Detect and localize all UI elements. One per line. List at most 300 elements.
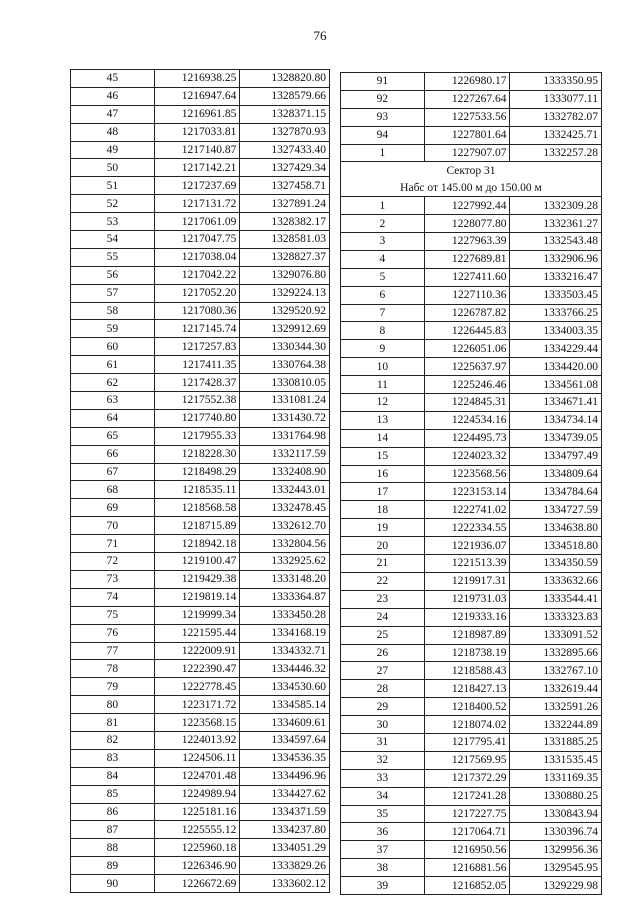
table-row	[341, 411, 602, 429]
y-coordinate-cell: 1333544.41	[510, 590, 602, 608]
y-coordinate-cell: 1334585.14	[240, 696, 330, 714]
table-row	[71, 517, 330, 535]
point-number-cell: 46	[71, 87, 155, 105]
point-number-cell: 66	[71, 445, 155, 463]
x-coordinate-cell: 1224013.92	[154, 731, 240, 749]
point-number-cell: 93	[341, 108, 425, 126]
table-row	[341, 823, 602, 841]
x-coordinate-cell: 1217140.87	[154, 141, 240, 159]
x-coordinate-cell: 1226051.06	[424, 340, 510, 358]
table-row	[341, 859, 602, 877]
y-coordinate-cell: 1327870.93	[240, 123, 330, 141]
point-number-cell: 26	[341, 644, 425, 662]
point-number-cell: 84	[71, 767, 155, 785]
y-coordinate-cell: 1332117.59	[240, 445, 330, 463]
table-row	[71, 284, 330, 302]
y-coordinate-cell: 1334051.29	[240, 839, 330, 857]
table-row	[341, 268, 602, 286]
y-coordinate-cell: 1328581.03	[240, 231, 330, 249]
y-coordinate-cell: 1332257.28	[510, 144, 602, 162]
y-coordinate-cell: 1330396.74	[510, 823, 602, 841]
table-row	[71, 213, 330, 231]
x-coordinate-cell: 1219819.14	[154, 588, 240, 606]
x-coordinate-cell: 1227411.60	[424, 268, 510, 286]
coordinates-table-left	[70, 69, 330, 893]
table-row	[71, 463, 330, 481]
table-row	[71, 875, 330, 893]
table-row	[341, 877, 602, 895]
x-coordinate-cell: 1216961.85	[154, 105, 240, 123]
point-number-cell: 77	[71, 642, 155, 660]
table-row	[71, 266, 330, 284]
point-number-cell: 28	[341, 680, 425, 698]
y-coordinate-cell: 1332782.07	[510, 108, 602, 126]
point-number-cell: 34	[341, 787, 425, 805]
x-coordinate-cell: 1217131.72	[154, 195, 240, 213]
sector-subtitle-row	[341, 179, 602, 196]
x-coordinate-cell: 1217955.33	[154, 427, 240, 445]
y-coordinate-cell: 1327429.34	[240, 159, 330, 177]
x-coordinate-cell: 1227963.39	[424, 233, 510, 251]
x-coordinate-cell: 1227992.44	[424, 197, 510, 215]
table-row	[71, 445, 330, 463]
x-coordinate-cell: 1225181.16	[154, 803, 240, 821]
y-coordinate-cell: 1331430.72	[240, 409, 330, 427]
point-number-cell: 92	[341, 90, 425, 108]
x-coordinate-cell: 1226980.17	[424, 73, 510, 91]
point-number-cell: 1	[341, 144, 425, 162]
point-number-cell: 23	[341, 590, 425, 608]
y-coordinate-cell: 1334536.35	[240, 749, 330, 767]
point-number-cell: 57	[71, 284, 155, 302]
x-coordinate-cell: 1224023.32	[424, 447, 510, 465]
point-number-cell: 8	[341, 322, 425, 340]
x-coordinate-cell: 1216947.64	[154, 87, 240, 105]
point-number-cell: 61	[71, 356, 155, 374]
table-row	[341, 680, 602, 698]
y-coordinate-cell: 1334609.61	[240, 714, 330, 732]
y-coordinate-cell: 1328579.66	[240, 87, 330, 105]
table-row	[71, 857, 330, 875]
table-row	[71, 409, 330, 427]
y-coordinate-cell: 1334809.64	[510, 465, 602, 483]
x-coordinate-cell: 1217257.83	[154, 338, 240, 356]
table-row	[341, 215, 602, 233]
point-number-cell: 81	[71, 714, 155, 732]
table-row	[341, 698, 602, 716]
y-coordinate-cell: 1334229.44	[510, 340, 602, 358]
x-coordinate-cell: 1218987.89	[424, 626, 510, 644]
table-row	[341, 304, 602, 322]
x-coordinate-cell: 1218498.29	[154, 463, 240, 481]
table-row	[341, 394, 602, 412]
point-number-cell: 30	[341, 716, 425, 734]
table-row	[341, 519, 602, 537]
x-coordinate-cell: 1217795.41	[424, 733, 510, 751]
table-row	[71, 392, 330, 410]
point-number-cell: 55	[71, 248, 155, 266]
table-row	[71, 105, 330, 123]
point-number-cell: 79	[71, 678, 155, 696]
table-row	[71, 302, 330, 320]
table-row	[71, 320, 330, 338]
table-row	[341, 197, 602, 215]
x-coordinate-cell: 1225637.97	[424, 358, 510, 376]
y-coordinate-cell: 1332361.27	[510, 215, 602, 233]
y-coordinate-cell: 1331885.25	[510, 733, 602, 751]
point-number-cell: 24	[341, 608, 425, 626]
y-coordinate-cell: 1332906.96	[510, 250, 602, 268]
table-row	[341, 662, 602, 680]
table-row	[71, 177, 330, 195]
table-row	[71, 195, 330, 213]
point-number-cell: 16	[341, 465, 425, 483]
point-number-cell: 31	[341, 733, 425, 751]
y-coordinate-cell: 1334638.80	[510, 519, 602, 537]
coordinates-table-right	[340, 72, 602, 895]
table-row	[341, 90, 602, 108]
point-number-cell: 53	[71, 213, 155, 231]
y-coordinate-cell: 1331081.24	[240, 392, 330, 410]
point-number-cell: 69	[71, 499, 155, 517]
y-coordinate-cell: 1329545.95	[510, 859, 602, 877]
x-coordinate-cell: 1222778.45	[154, 678, 240, 696]
page-number: 76	[313, 28, 327, 43]
x-coordinate-cell: 1217061.09	[154, 213, 240, 231]
x-coordinate-cell: 1217038.04	[154, 248, 240, 266]
y-coordinate-cell: 1332591.26	[510, 698, 602, 716]
x-coordinate-cell: 1217411.35	[154, 356, 240, 374]
point-number-cell: 2	[341, 215, 425, 233]
point-number-cell: 25	[341, 626, 425, 644]
x-coordinate-cell: 1216938.25	[154, 70, 240, 88]
point-number-cell: 65	[71, 427, 155, 445]
x-coordinate-cell: 1227907.07	[424, 144, 510, 162]
y-coordinate-cell: 1328820.80	[240, 70, 330, 88]
y-coordinate-cell: 1332612.70	[240, 517, 330, 535]
point-number-cell: 72	[71, 553, 155, 571]
table-row	[71, 141, 330, 159]
y-coordinate-cell: 1329224.13	[240, 284, 330, 302]
point-number-cell: 38	[341, 859, 425, 877]
x-coordinate-cell: 1218074.02	[424, 716, 510, 734]
x-coordinate-cell: 1225960.18	[154, 839, 240, 857]
point-number-cell: 39	[341, 877, 425, 895]
point-number-cell: 22	[341, 572, 425, 590]
y-coordinate-cell: 1331535.45	[510, 751, 602, 769]
y-coordinate-cell: 1332767.10	[510, 662, 602, 680]
table-row	[71, 606, 330, 624]
table-row	[71, 70, 330, 88]
point-number-cell: 56	[71, 266, 155, 284]
x-coordinate-cell: 1224845.31	[424, 394, 510, 412]
point-number-cell: 50	[71, 159, 155, 177]
x-coordinate-cell: 1221936.07	[424, 537, 510, 555]
table-row	[71, 803, 330, 821]
x-coordinate-cell: 1218427.13	[424, 680, 510, 698]
table-row	[71, 374, 330, 392]
y-coordinate-cell: 1333632.66	[510, 572, 602, 590]
y-coordinate-cell: 1330344.30	[240, 338, 330, 356]
point-number-cell: 20	[341, 537, 425, 555]
y-coordinate-cell: 1333091.52	[510, 626, 602, 644]
table-row	[341, 608, 602, 626]
x-coordinate-cell: 1227267.64	[424, 90, 510, 108]
y-coordinate-cell: 1332543.48	[510, 233, 602, 251]
x-coordinate-cell: 1217237.69	[154, 177, 240, 195]
y-coordinate-cell: 1332425.71	[510, 126, 602, 144]
point-number-cell: 9	[341, 340, 425, 358]
x-coordinate-cell: 1216950.56	[424, 841, 510, 859]
table-row	[341, 751, 602, 769]
point-number-cell: 63	[71, 392, 155, 410]
table-row	[71, 87, 330, 105]
table-row	[71, 821, 330, 839]
x-coordinate-cell: 1218535.11	[154, 481, 240, 499]
x-coordinate-cell: 1218942.18	[154, 535, 240, 553]
x-coordinate-cell: 1226445.83	[424, 322, 510, 340]
point-number-cell: 35	[341, 805, 425, 823]
table-row	[341, 108, 602, 126]
table-row	[71, 535, 330, 553]
y-coordinate-cell: 1334427.62	[240, 785, 330, 803]
x-coordinate-cell: 1217552.38	[154, 392, 240, 410]
x-coordinate-cell: 1219333.16	[424, 608, 510, 626]
table-row	[71, 749, 330, 767]
y-coordinate-cell: 1334797.49	[510, 447, 602, 465]
x-coordinate-cell: 1218568.58	[154, 499, 240, 517]
table-row	[341, 73, 602, 91]
x-coordinate-cell: 1217569.95	[424, 751, 510, 769]
x-coordinate-cell: 1227533.56	[424, 108, 510, 126]
y-coordinate-cell: 1334332.71	[240, 642, 330, 660]
table-row	[71, 570, 330, 588]
y-coordinate-cell: 1333077.11	[510, 90, 602, 108]
x-coordinate-cell: 1226672.69	[154, 875, 240, 893]
x-coordinate-cell: 1219917.31	[424, 572, 510, 590]
point-number-cell: 1	[341, 197, 425, 215]
point-number-cell: 3	[341, 233, 425, 251]
point-number-cell: 17	[341, 483, 425, 501]
y-coordinate-cell: 1331169.35	[510, 769, 602, 787]
y-coordinate-cell: 1334734.14	[510, 411, 602, 429]
table-row	[71, 588, 330, 606]
point-number-cell: 15	[341, 447, 425, 465]
y-coordinate-cell: 1330810.05	[240, 374, 330, 392]
point-number-cell: 19	[341, 519, 425, 537]
x-coordinate-cell: 1223171.72	[154, 696, 240, 714]
x-coordinate-cell: 1224495.73	[424, 429, 510, 447]
y-coordinate-cell: 1334739.05	[510, 429, 602, 447]
x-coordinate-cell: 1225246.46	[424, 376, 510, 394]
x-coordinate-cell: 1221595.44	[154, 624, 240, 642]
point-number-cell: 68	[71, 481, 155, 499]
point-number-cell: 27	[341, 662, 425, 680]
point-number-cell: 54	[71, 231, 155, 249]
x-coordinate-cell: 1217227.75	[424, 805, 510, 823]
y-coordinate-cell: 1334237.80	[240, 821, 330, 839]
table-row	[341, 501, 602, 519]
y-coordinate-cell: 1334350.59	[510, 555, 602, 573]
y-coordinate-cell: 1334671.41	[510, 394, 602, 412]
point-number-cell: 83	[71, 749, 155, 767]
point-number-cell: 11	[341, 376, 425, 394]
point-number-cell: 7	[341, 304, 425, 322]
y-coordinate-cell: 1330880.25	[510, 787, 602, 805]
y-coordinate-cell: 1333350.95	[510, 73, 602, 91]
table-row	[71, 499, 330, 517]
point-number-cell: 89	[71, 857, 155, 875]
table-row	[71, 624, 330, 642]
y-coordinate-cell: 1334168.19	[240, 624, 330, 642]
y-coordinate-cell: 1334727.59	[510, 501, 602, 519]
point-number-cell: 45	[71, 70, 155, 88]
point-number-cell: 86	[71, 803, 155, 821]
table-row	[71, 356, 330, 374]
y-coordinate-cell: 1327458.71	[240, 177, 330, 195]
y-coordinate-cell: 1329520.92	[240, 302, 330, 320]
x-coordinate-cell: 1216852.05	[424, 877, 510, 895]
y-coordinate-cell: 1333148.20	[240, 570, 330, 588]
x-coordinate-cell: 1218400.52	[424, 698, 510, 716]
y-coordinate-cell: 1332443.01	[240, 481, 330, 499]
y-coordinate-cell: 1330764.38	[240, 356, 330, 374]
y-coordinate-cell: 1332478.45	[240, 499, 330, 517]
x-coordinate-cell: 1218738.19	[424, 644, 510, 662]
table-row	[341, 483, 602, 501]
y-coordinate-cell: 1329229.98	[510, 877, 602, 895]
table-row	[341, 590, 602, 608]
table-row	[341, 769, 602, 787]
point-number-cell: 32	[341, 751, 425, 769]
point-number-cell: 87	[71, 821, 155, 839]
point-number-cell: 80	[71, 696, 155, 714]
x-coordinate-cell: 1217142.21	[154, 159, 240, 177]
y-coordinate-cell: 1334371.59	[240, 803, 330, 821]
y-coordinate-cell: 1333323.83	[510, 608, 602, 626]
x-coordinate-cell: 1217052.20	[154, 284, 240, 302]
point-number-cell: 18	[341, 501, 425, 519]
y-coordinate-cell: 1328382.17	[240, 213, 330, 231]
table-row	[341, 465, 602, 483]
point-number-cell: 64	[71, 409, 155, 427]
x-coordinate-cell: 1226346.90	[154, 857, 240, 875]
table-row	[341, 733, 602, 751]
y-coordinate-cell: 1334420.00	[510, 358, 602, 376]
point-number-cell: 73	[71, 570, 155, 588]
point-number-cell: 52	[71, 195, 155, 213]
point-number-cell: 49	[71, 141, 155, 159]
y-coordinate-cell: 1334530.60	[240, 678, 330, 696]
x-coordinate-cell: 1219999.34	[154, 606, 240, 624]
y-coordinate-cell: 1328827.37	[240, 248, 330, 266]
x-coordinate-cell: 1222390.47	[154, 660, 240, 678]
table-row	[341, 233, 602, 251]
x-coordinate-cell: 1223153.14	[424, 483, 510, 501]
point-number-cell: 76	[71, 624, 155, 642]
point-number-cell: 51	[71, 177, 155, 195]
x-coordinate-cell: 1217042.22	[154, 266, 240, 284]
x-coordinate-cell: 1224989.94	[154, 785, 240, 803]
x-coordinate-cell: 1225555.12	[154, 821, 240, 839]
x-coordinate-cell: 1217047.75	[154, 231, 240, 249]
table-row	[71, 123, 330, 141]
y-coordinate-cell: 1333829.26	[240, 857, 330, 875]
table-row	[71, 427, 330, 445]
y-coordinate-cell: 1333216.47	[510, 268, 602, 286]
table-row	[341, 126, 602, 144]
point-number-cell: 78	[71, 660, 155, 678]
point-number-cell: 82	[71, 731, 155, 749]
table-row	[71, 553, 330, 571]
table-row	[341, 376, 602, 394]
y-coordinate-cell: 1331764.98	[240, 427, 330, 445]
x-coordinate-cell: 1216881.56	[424, 859, 510, 877]
table-row	[71, 785, 330, 803]
x-coordinate-cell: 1224701.48	[154, 767, 240, 785]
table-row	[71, 159, 330, 177]
point-number-cell: 58	[71, 302, 155, 320]
table-row	[71, 231, 330, 249]
x-coordinate-cell: 1226787.82	[424, 304, 510, 322]
table-row	[71, 839, 330, 857]
point-number-cell: 70	[71, 517, 155, 535]
point-number-cell: 37	[341, 841, 425, 859]
point-number-cell: 14	[341, 429, 425, 447]
x-coordinate-cell: 1222009.91	[154, 642, 240, 660]
table-row	[341, 250, 602, 268]
y-coordinate-cell: 1332619.44	[510, 680, 602, 698]
table-row	[71, 660, 330, 678]
y-coordinate-cell: 1333602.12	[240, 875, 330, 893]
table-row	[341, 429, 602, 447]
table-row	[341, 340, 602, 358]
y-coordinate-cell: 1333450.28	[240, 606, 330, 624]
table-row	[341, 555, 602, 573]
point-number-cell: 75	[71, 606, 155, 624]
table-row	[341, 286, 602, 304]
x-coordinate-cell: 1217241.28	[424, 787, 510, 805]
point-number-cell: 21	[341, 555, 425, 573]
point-number-cell: 4	[341, 250, 425, 268]
point-number-cell: 12	[341, 394, 425, 412]
table-row	[341, 841, 602, 859]
y-coordinate-cell: 1328371.15	[240, 105, 330, 123]
table-row	[341, 716, 602, 734]
table-row	[71, 767, 330, 785]
y-coordinate-cell: 1333503.45	[510, 286, 602, 304]
y-coordinate-cell: 1330843.94	[510, 805, 602, 823]
y-coordinate-cell: 1332925.62	[240, 553, 330, 571]
table-row	[341, 787, 602, 805]
y-coordinate-cell: 1332309.28	[510, 197, 602, 215]
table-row	[341, 447, 602, 465]
table-row	[341, 537, 602, 555]
x-coordinate-cell: 1228077.80	[424, 215, 510, 233]
table-row	[71, 731, 330, 749]
x-coordinate-cell: 1218715.89	[154, 517, 240, 535]
x-coordinate-cell: 1217372.29	[424, 769, 510, 787]
point-number-cell: 91	[341, 73, 425, 91]
x-coordinate-cell: 1217033.81	[154, 123, 240, 141]
table-row	[341, 358, 602, 376]
point-number-cell: 74	[71, 588, 155, 606]
table-row	[341, 572, 602, 590]
point-number-cell: 48	[71, 123, 155, 141]
table-row	[341, 626, 602, 644]
point-number-cell: 36	[341, 823, 425, 841]
sector-subtitle: Набс от 145.00 м до 150.00 м	[341, 179, 602, 196]
